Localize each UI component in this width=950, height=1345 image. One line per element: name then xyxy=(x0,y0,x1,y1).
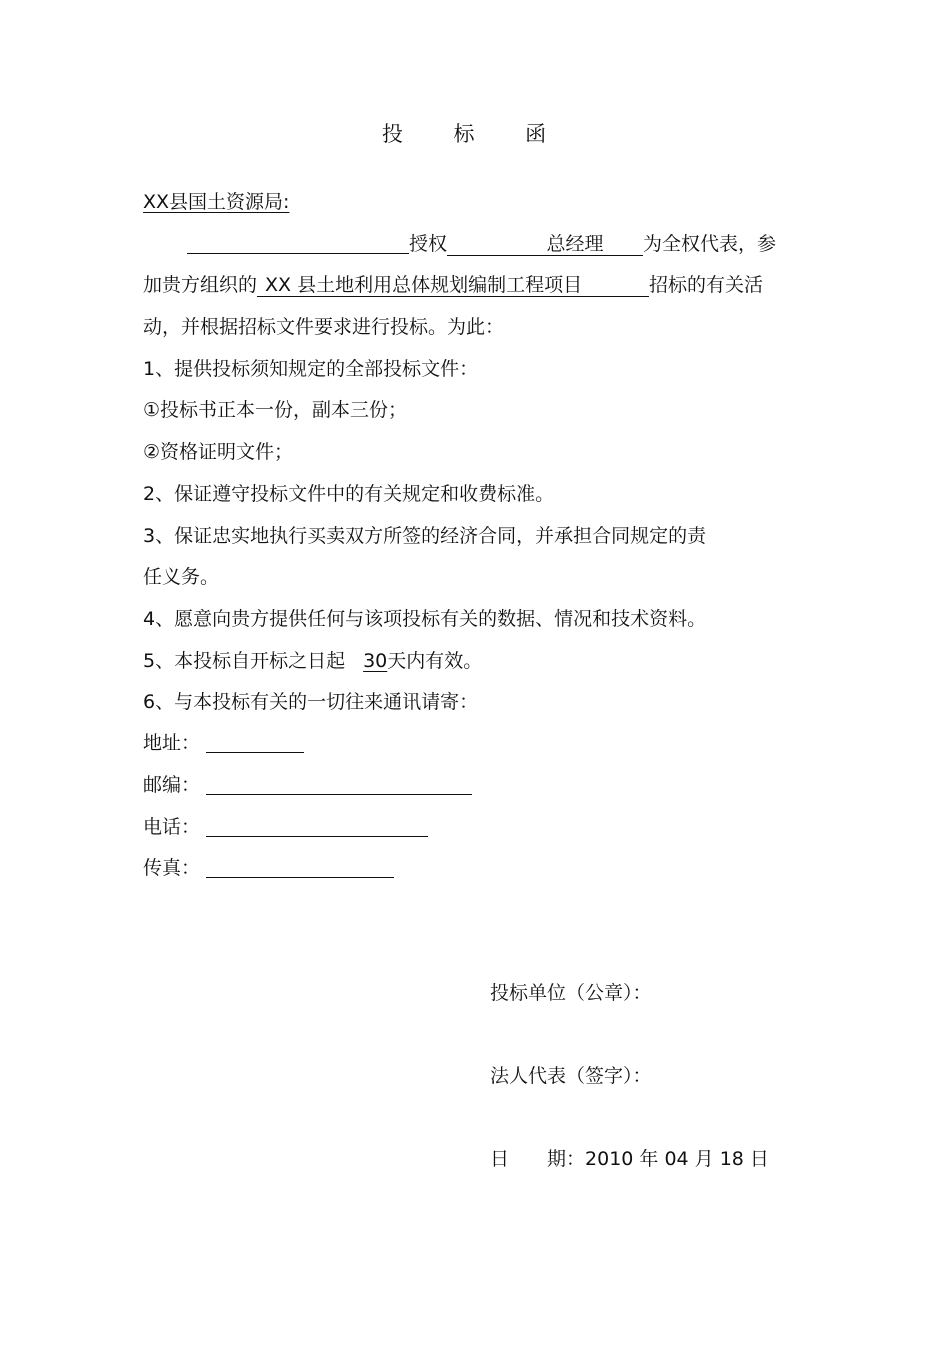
phone-blank xyxy=(206,816,428,837)
address-blank xyxy=(206,732,304,753)
phone-line xyxy=(143,815,428,839)
addressee-line xyxy=(143,190,289,214)
project-before-text: 加贵方组织的 xyxy=(143,274,258,296)
item-1b: ②资格证明文件； xyxy=(143,441,294,463)
phone-label: 电话： xyxy=(143,816,201,838)
item-1: 1、提供投标须知规定的全部投标文件： xyxy=(143,358,479,380)
authorizer-blank xyxy=(187,233,409,254)
zip-blank xyxy=(206,774,472,795)
representative-title: 总经理 xyxy=(447,233,643,256)
address-label: 地址： xyxy=(143,732,201,754)
authorize-text: 授权 xyxy=(409,233,448,255)
fax-blank xyxy=(206,857,394,878)
project-line xyxy=(143,273,763,297)
item-3a: 3、保证忠实地执行买卖双方所签的经济合同，并承担合同规定的责 xyxy=(143,525,707,547)
authorization-line xyxy=(187,232,776,256)
item-5-after: 天内有效。 xyxy=(387,650,483,672)
legal-rep-line: 法人代表（签字）： xyxy=(490,1065,652,1087)
addressee: XX县国土资源局: xyxy=(143,191,290,213)
project-name: XX 县土地利用总体规划编制工程项目 xyxy=(257,274,649,297)
item-6: 6、与本投标有关的一切往来通讯请寄： xyxy=(143,691,479,713)
fax-line xyxy=(143,856,394,880)
authorization-after-text: 为全权代表，参 xyxy=(643,233,777,255)
date-line xyxy=(490,1147,769,1171)
project-after-text: 招标的有关活 xyxy=(649,274,764,296)
page-title: 投 标 函 xyxy=(381,122,569,146)
zip-line xyxy=(143,773,472,797)
item-4: 4、愿意向贵方提供任何与该项投标有关的数据、情况和技术资料。 xyxy=(143,608,707,630)
item-2: 2、保证遵守投标文件中的有关规定和收费标准。 xyxy=(143,483,555,505)
intro-line: 动，并根据招标文件要求进行投标。为此： xyxy=(143,316,505,338)
address-line xyxy=(143,731,304,755)
item-3b: 任义务。 xyxy=(143,566,220,588)
item-5-before: 5、本投标自开标之日起 xyxy=(143,650,346,672)
bidder-seal-line: 投标单位（公章）： xyxy=(490,982,652,1004)
zip-label: 邮编： xyxy=(143,774,201,796)
item-1a: ①投标书正本一份，副本三份； xyxy=(143,399,408,421)
item-5 xyxy=(143,649,482,673)
date-label: 日 期： xyxy=(490,1148,586,1170)
fax-label: 传真： xyxy=(143,857,201,879)
validity-days: 30 xyxy=(363,650,388,672)
date-value: 2010 年 04 月 18 日 xyxy=(585,1148,769,1170)
